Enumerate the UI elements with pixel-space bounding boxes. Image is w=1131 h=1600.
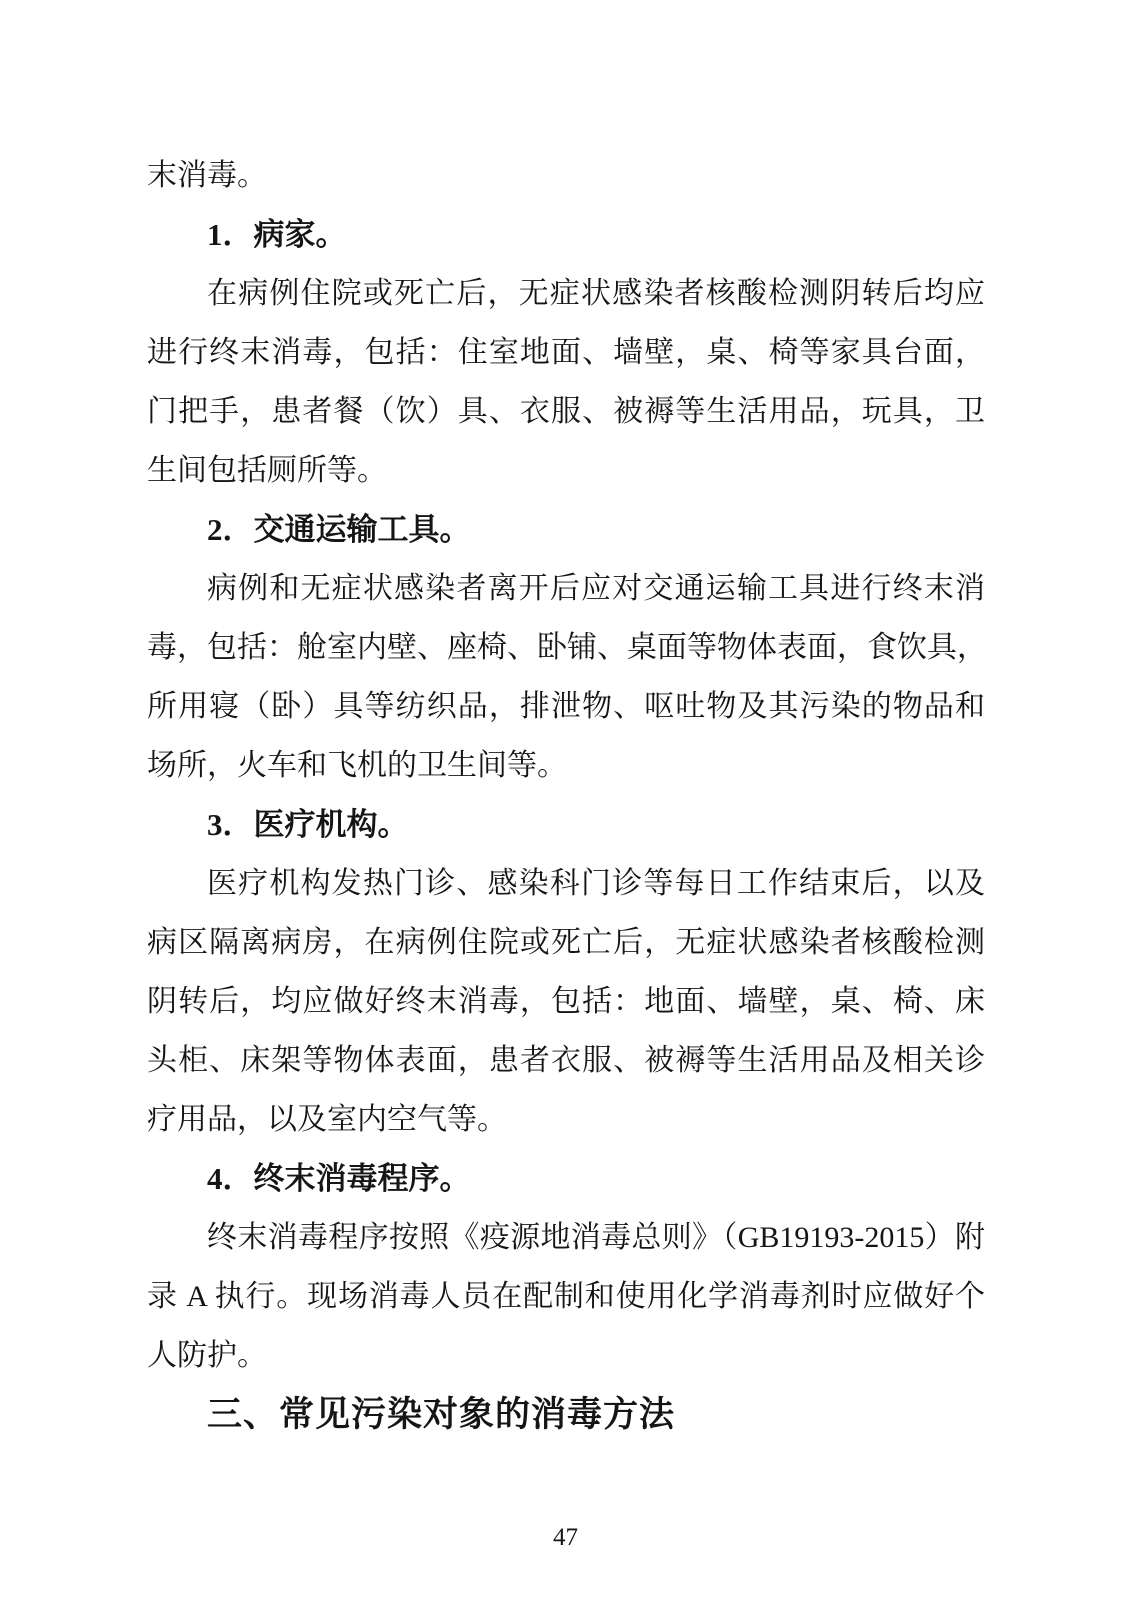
text-block <box>147 146 985 1444</box>
page-number: 47 <box>553 1524 578 1551</box>
text-line: 人防护。 <box>147 1339 267 1372</box>
text-line: 头柜、床架等物体表面，患者衣服、被褥等生活用品及相关诊 <box>147 1044 985 1077</box>
text-line: 病例和无症状感染者离开后应对交通运输工具进行终末消 <box>207 572 985 605</box>
text-line: 末消毒。 <box>147 159 267 192</box>
section-heading: 4．终末消毒程序。 <box>207 1161 471 1196</box>
text-line: 终末消毒程序按照《疫源地消毒总则》（GB19193-2015）附 <box>207 1221 985 1254</box>
text-line: 进行终末消毒，包括：住室地面、墙壁，桌、椅等家具台面， <box>147 336 985 369</box>
section-heading: 2．交通运输工具。 <box>207 512 471 547</box>
text-line: 在病例住院或死亡后，无症状感染者核酸检测阴转后均应 <box>207 277 985 310</box>
chapter-heading: 三、常见污染对象的消毒方法 <box>207 1395 676 1434</box>
text-line: 医疗机构发热门诊、感染科门诊等每日工作结束后，以及 <box>207 867 985 900</box>
text-line: 病区隔离病房，在病例住院或死亡后，无症状感染者核酸检测 <box>147 926 985 959</box>
text-line: 阴转后，均应做好终末消毒，包括：地面、墙壁，桌、椅、床 <box>147 985 985 1018</box>
text-line: 所用寝（卧）具等纺织品，排泄物、呕吐物及其污染的物品和 <box>147 690 985 723</box>
section-heading: 3．医疗机构。 <box>207 807 409 842</box>
text-line: 毒，包括：舱室内壁、座椅、卧铺、桌面等物体表面，食饮具， <box>147 631 987 664</box>
text-line: 门把手，患者餐（饮）具、衣服、被褥等生活用品，玩具，卫 <box>147 395 985 428</box>
text-line: 疗用品，以及室内空气等。 <box>147 1103 507 1136</box>
text-line: 场所，火车和飞机的卫生间等。 <box>147 749 567 782</box>
text-line: 录 A 执行。现场消毒人员在配制和使用化学消毒剂时应做好个 <box>147 1280 985 1313</box>
text-line: 生间包括厕所等。 <box>147 454 387 487</box>
section-heading: 1．病家。 <box>207 217 347 252</box>
